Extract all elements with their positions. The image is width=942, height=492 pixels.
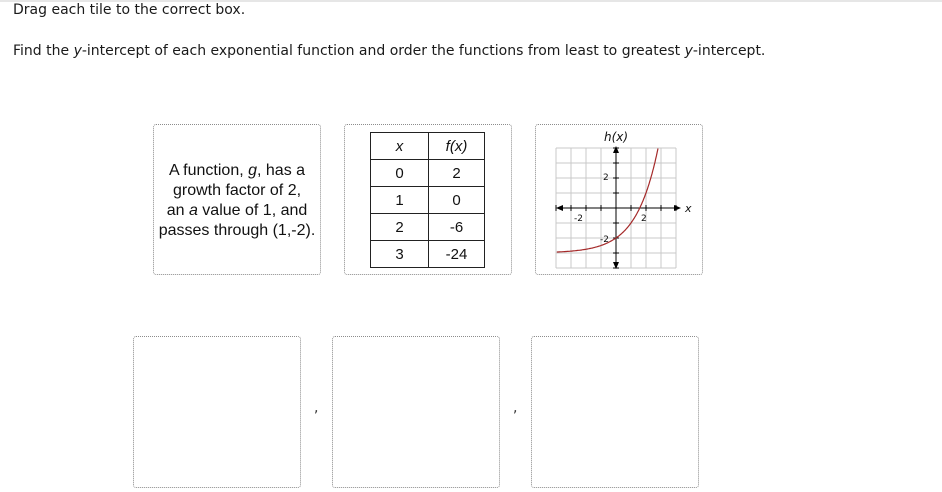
table-cell-fx: -24	[429, 241, 485, 268]
table-cell-fx: 2	[429, 160, 485, 187]
drop-box-2[interactable]	[332, 336, 500, 488]
table-cell-x: 0	[371, 160, 429, 187]
table-row	[371, 187, 485, 214]
table-cell-fx: 0	[429, 187, 485, 214]
x-axis-arrow-right	[674, 205, 681, 211]
table-header-row	[371, 133, 485, 160]
question-text: Find the y-intercept of each exponential function and order the functions from least to greatest y-intercept.	[13, 43, 766, 59]
graph-title: h(x)	[604, 130, 629, 144]
tile-g-description: A function, g, has a growth factor of 2, an a value of 1, and passes through (1,-2).	[158, 162, 316, 239]
tile-function-f-table[interactable]	[344, 124, 512, 275]
table-cell-x: 2	[371, 214, 429, 241]
table-header-fx: f(x)	[429, 133, 485, 160]
table-cell-x: 1	[371, 187, 429, 214]
table-row	[371, 214, 485, 241]
function-f-table	[370, 132, 485, 268]
function-h-graph	[548, 128, 694, 270]
table-row	[371, 160, 485, 187]
table-row	[371, 241, 485, 268]
drop-box-3[interactable]	[531, 336, 699, 488]
x-axis-arrow-left	[556, 205, 563, 211]
tile-function-h-graph[interactable]	[535, 124, 703, 275]
separator-comma: ,	[314, 400, 319, 416]
tick-label-x-neg2: -2	[574, 214, 583, 224]
x-axis-label: x	[685, 202, 692, 215]
table-cell-fx: -6	[429, 214, 485, 241]
tile-function-g[interactable]	[153, 124, 321, 275]
table-cell-x: 3	[371, 241, 429, 268]
tick-label-y-2: 2	[603, 173, 609, 183]
tick-label-y-neg2: -2	[600, 235, 609, 245]
y-axis-arrow-up	[613, 146, 619, 153]
separator-comma: ,	[513, 400, 518, 416]
tick-label-x-2: 2	[641, 214, 647, 224]
instruction-text: Drag each tile to the correct box.	[13, 2, 246, 18]
table-header-x: x	[371, 133, 429, 160]
drop-box-1[interactable]	[133, 336, 301, 488]
